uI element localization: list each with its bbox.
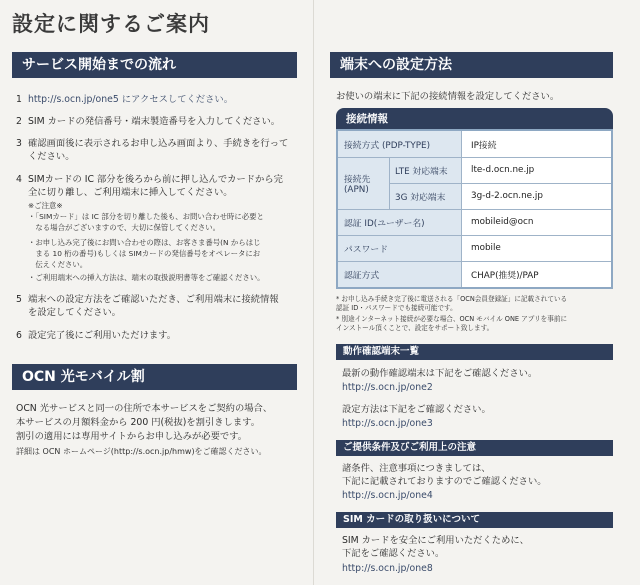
lte-label: LTE 対応端末 (389, 157, 461, 183)
terms-heading: ご提供条件及びご利用上の注意 (336, 440, 613, 456)
apn-label-sub: (APN) (344, 184, 369, 195)
devices-link-2[interactable]: http://s.ocn.jp/one3 (342, 418, 433, 429)
footnote-2: 認証 ID・パスワードでも接続可能です。 (336, 304, 457, 312)
note-line-5: 伝えください。 (28, 260, 88, 269)
devices-line-1: 最新の動作確認端末は下記をご確認ください。 (342, 368, 538, 379)
step-5-line1: 端末への設定方法をご確認いただき、ご利用端末に接続情報 (28, 294, 279, 305)
step-4-num: 4 (16, 174, 22, 185)
note-line-4: まる 10 桁の番号)もしくは SIMカードの発信番号をオペレータにお (28, 249, 261, 258)
sim-heading: SIM カードの取り扱いについて (336, 512, 613, 528)
connection-info-table (336, 129, 613, 289)
step-1-text: http://s.ocn.jp/one5 にアクセスしてください。 (28, 94, 233, 105)
terms-line-1: 諸条件、注意事項につきましては、 (342, 463, 491, 474)
g3-apn-value: 3g-d-2.ocn.ne.jp (471, 191, 543, 201)
discount-line-2: 本サービスの月額料金から 200 円(税抜)を割引きします。 (16, 417, 260, 428)
step-5-num: 5 (16, 294, 22, 305)
step-4-line2: 全に切り離し、ご利用端末に挿入してください。 (28, 187, 233, 198)
auth-id-label: 認証 ID(ユーザー名) (338, 209, 461, 235)
sim-line-1: SIM カードを安全にご利用いただくために、 (342, 535, 529, 546)
setup-intro: お使いの端末に下記の接続情報を設定してください。 (336, 91, 560, 102)
discount-line-3: 割引の適用には専用サイトからお申し込みが必要です。 (16, 431, 248, 442)
footnote-1: * お申し込み手続き完了後に電送される「OCN会員登録証」に記載されている (336, 295, 568, 303)
table-divider (461, 131, 462, 287)
auth-method-value: CHAP(推奨)/PAP (471, 270, 539, 281)
discount-details-line: 詳細は OCN ホームページ(http://s.ocn.jp/hmw)をご確認ください。 (16, 447, 267, 456)
lte-apn-value: lte-d.ocn.ne.jp (471, 165, 535, 175)
note-line-6: ・ご利用端末への挿入方法は、端末の取扱説明書等をご確認ください。 (28, 273, 265, 282)
mobile-discount-heading: OCN 光モバイル割 (12, 364, 297, 390)
step-6-text: 設定完了後にご利用いただけます。 (28, 330, 177, 341)
table-divider (338, 261, 611, 262)
auth-id-value: mobileid@ocn (471, 217, 534, 227)
terms-link[interactable]: http://s.ocn.jp/one4 (342, 490, 433, 501)
table-divider (389, 183, 611, 184)
step-5-line2: を設定してください。 (28, 307, 121, 318)
table-divider (338, 209, 611, 210)
note-line-3: ・お申し込み完了後にお問い合わせの際は、お客さま番号(N からはじ (28, 238, 261, 247)
apn-label: 接続先 (344, 174, 371, 185)
password-label: パスワード (338, 235, 461, 261)
step-2-text: SIM カードの発信番号・端末製造番号を入力してください。 (28, 116, 281, 127)
step-2-num: 2 (16, 116, 22, 127)
devices-link-1[interactable]: http://s.ocn.jp/one2 (342, 382, 433, 393)
step-3-line2: ください。 (28, 151, 75, 162)
note-title: ※ご注意※ (28, 201, 63, 210)
connection-info-title: 接続情報 (336, 108, 613, 130)
footnote-4: インストール頂くことで、設定をサポート致します。 (336, 324, 494, 332)
g3-label: 3G 対応端末 (389, 183, 461, 209)
flow-heading: サービス開始までの流れ (12, 52, 297, 78)
step-1-num: 1 (16, 94, 22, 105)
table-divider (338, 235, 611, 236)
note-line-2: なる場合がございますので、大切に保管してください。 (28, 223, 221, 232)
step-6-num: 6 (16, 330, 22, 341)
step-4-line1: SIMカードの IC 部分を後ろから前に押し込んでカードから完 (28, 174, 283, 185)
apn-label-cell (338, 157, 389, 209)
discount-line-1: OCN 光サービスと同一の住所で本サービスをご契約の場合、 (16, 403, 273, 414)
note-line-1: ・「SIMカード」は IC 部分を切り離した後も、お問い合わせ時に必要と (28, 212, 264, 221)
page-title: 設定に関するご案内 (12, 12, 210, 36)
step-3-line1: 確認画面後に表示されるお申し込み画面より、手続きを行って (28, 138, 289, 149)
table-divider (389, 157, 390, 209)
table-divider (338, 157, 611, 158)
page-fold-divider (313, 0, 314, 585)
step-3-num: 3 (16, 138, 22, 149)
footnote-3: * 別途インターネット接続が必要な場合、OCN モバイル ONE アプリを事前に (336, 315, 568, 323)
devices-line-2: 設定方法は下記をご確認ください。 (342, 404, 491, 415)
pdp-type-value: IP接続 (471, 140, 497, 151)
devices-heading: 動作確認端末一覧 (336, 344, 613, 360)
sim-line-2: 下記をご確認ください。 (342, 548, 445, 559)
password-value: mobile (471, 243, 501, 253)
setup-heading: 端末への設定方法 (330, 52, 613, 78)
pdp-type-label: 接続方式 (PDP-TYPE) (338, 131, 461, 157)
auth-method-label: 認証方式 (338, 261, 461, 287)
sim-link[interactable]: http://s.ocn.jp/one8 (342, 563, 433, 574)
terms-line-2: 下記に記載されておりますのでご確認ください。 (342, 476, 547, 487)
